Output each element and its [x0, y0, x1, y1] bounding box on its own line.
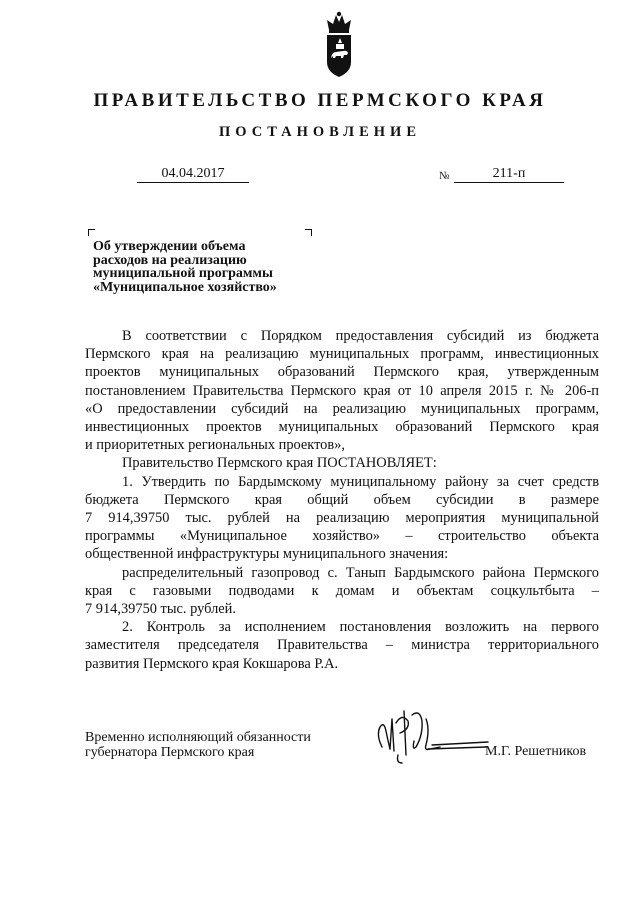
number-sign: № — [439, 170, 450, 182]
preamble-paragraph — [85, 327, 599, 454]
body-line: края с газовыми подводами к домам и объектам соцкультбыта – — [85, 582, 599, 599]
signatory-title — [85, 730, 311, 760]
document-number: 211-п — [454, 165, 564, 183]
body-line: 1. Утвердить по Бардымскому муниципальному району за счет средств — [122, 473, 599, 490]
body-line: постановлением Правительства Пермского края от 10 апреля 2015 г. № 206-п — [85, 382, 599, 399]
signatory-title-line: Временно исполняющий обязанности — [85, 730, 311, 745]
government-title: ПРАВИТЕЛЬСТВО ПЕРМСКОГО КРАЯ — [93, 90, 547, 111]
document-body — [85, 327, 599, 673]
body-line: В соответствии с Порядком предоставления субсидий из бюджета — [122, 328, 599, 344]
body-line: бюджета Пермского края общий объем субсидии в размере — [85, 491, 599, 508]
body-line: заместителя председателя Правительства – министра территориального — [85, 637, 599, 654]
body-line: инвестиционных проектов муниципальных образований Пермского края — [85, 419, 599, 436]
body-line: развития Пермского края Кокшарова Р.А. — [85, 655, 339, 672]
document-subject — [93, 240, 277, 294]
signatory-name: М.Г. Решетников — [485, 744, 587, 759]
document-date: 04.04.2017 — [137, 165, 249, 183]
handwritten-signature-icon — [368, 705, 492, 767]
body-line: 2. Контроль за исполнением постановления возложить на первого — [122, 619, 599, 636]
item-1-object-paragraph — [85, 564, 599, 619]
perm-krai-coat-of-arms-icon — [323, 10, 355, 80]
decree-line: Правительство Пермского края ПОСТАНОВЛЯЕТ: — [122, 455, 437, 472]
subject-corner-right — [305, 229, 312, 236]
body-line: общественной инфраструктуры муниципального значения: — [85, 546, 449, 563]
document-type: ПОСТАНОВЛЕНИЕ — [218, 124, 421, 140]
subject-line: муниципальной программы — [93, 266, 273, 281]
subject-line: Об утверждении объема — [93, 239, 246, 254]
body-line: программы «Муниципальное хозяйство» – строительство объекта — [85, 528, 599, 545]
body-line: 7 914,39750 тыс. рублей. — [85, 601, 236, 618]
body-line: Пермского края на реализацию муниципальных программ, инвестиционных — [85, 346, 599, 363]
body-line: проектов муниципальных образований Пермского края, утвержденным — [85, 364, 599, 381]
signatory-title-line: губернатора Пермского края — [85, 745, 255, 760]
subject-line: «Муниципальное хозяйство» — [93, 279, 277, 295]
body-line: 7 914,39750 тыс. рублей на реализацию мероприятия муниципальной — [85, 510, 599, 527]
item-1-paragraph — [85, 473, 599, 564]
item-2-paragraph — [85, 618, 599, 673]
body-line: «О предоставлении субсидий на реализацию муниципальных программ, — [85, 400, 599, 417]
body-line: и приоритетных региональных проектов», — [85, 437, 345, 454]
subject-line: расходов на реализацию — [93, 252, 247, 268]
body-line: распределительный газопровод с. Танып Бардымского района Пермского — [122, 564, 599, 581]
subject-corner-left — [88, 229, 95, 236]
